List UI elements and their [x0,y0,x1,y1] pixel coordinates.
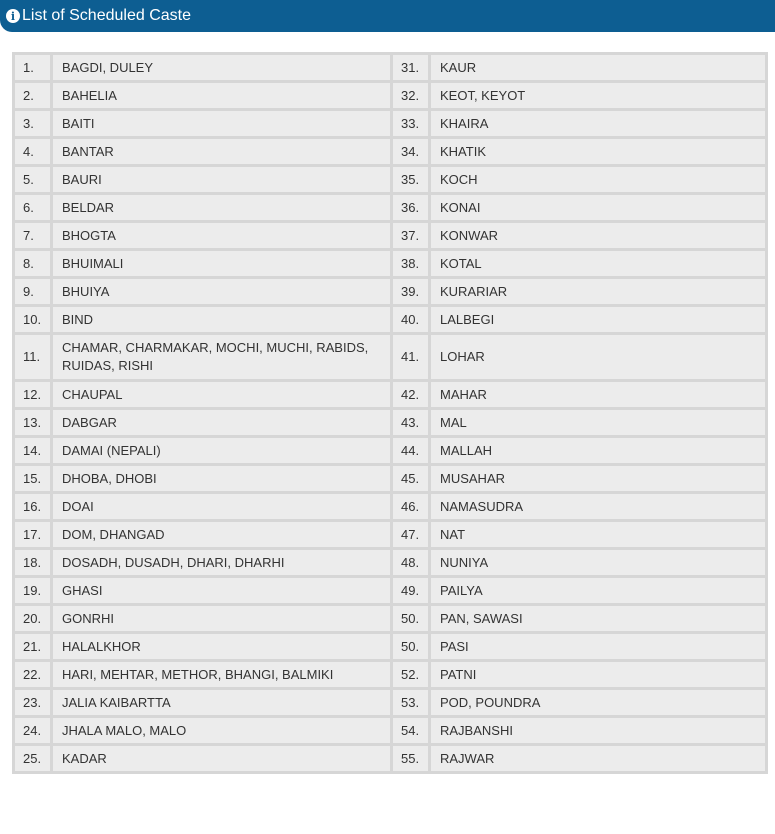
caste-name: MAL [430,409,767,437]
serial-number: 6. [14,194,52,222]
serial-number: 16. [14,493,52,521]
caste-name: KHAIRA [430,110,767,138]
table-row [14,745,767,773]
caste-name: DAMAI (NEPALI) [52,437,392,465]
caste-name: BHOGTA [52,222,392,250]
caste-name: MALLAH [430,437,767,465]
table-row [14,549,767,577]
scheduled-caste-table [12,52,768,774]
table-row [14,166,767,194]
serial-number: 4. [14,138,52,166]
table-row [14,194,767,222]
serial-number: 3. [14,110,52,138]
caste-name: RAJWAR [430,745,767,773]
info-icon: i [6,9,20,23]
serial-number: 39. [392,278,430,306]
caste-name: PATNI [430,661,767,689]
serial-number: 48. [392,549,430,577]
caste-name: KAUR [430,54,767,82]
caste-name: HALALKHOR [52,633,392,661]
serial-number: 5. [14,166,52,194]
serial-number: 37. [392,222,430,250]
table-row [14,278,767,306]
caste-name: NAMASUDRA [430,493,767,521]
serial-number: 9. [14,278,52,306]
serial-number: 40. [392,306,430,334]
table-row [14,381,767,409]
serial-number: 19. [14,577,52,605]
serial-number: 33. [392,110,430,138]
serial-number: 53. [392,689,430,717]
serial-number: 55. [392,745,430,773]
serial-number: 24. [14,717,52,745]
caste-name: NAT [430,521,767,549]
table-row [14,605,767,633]
serial-number: 23. [14,689,52,717]
caste-name: POD, POUNDRA [430,689,767,717]
caste-name: KHATIK [430,138,767,166]
table-row [14,306,767,334]
caste-name: DOM, DHANGAD [52,521,392,549]
table-row [14,633,767,661]
serial-number: 2. [14,82,52,110]
serial-number: 50. [392,633,430,661]
serial-number: 13. [14,409,52,437]
serial-number: 54. [392,717,430,745]
caste-name: BHUIMALI [52,250,392,278]
serial-number: 42. [392,381,430,409]
caste-name: GHASI [52,577,392,605]
table-row [14,409,767,437]
caste-name: BAHELIA [52,82,392,110]
caste-name: GONRHI [52,605,392,633]
serial-number: 18. [14,549,52,577]
serial-number: 43. [392,409,430,437]
caste-name: PAN, SAWASI [430,605,767,633]
caste-name: DHOBA, DHOBI [52,465,392,493]
table-row [14,717,767,745]
caste-name: JALIA KAIBARTTA [52,689,392,717]
panel-header [0,0,775,32]
serial-number: 12. [14,381,52,409]
table-row [14,54,767,82]
table-row [14,82,767,110]
serial-number: 22. [14,661,52,689]
caste-name: RAJBANSHI [430,717,767,745]
serial-number: 10. [14,306,52,334]
caste-name: BAURI [52,166,392,194]
caste-name: HARI, MEHTAR, METHOR, BHANGI, BALMIKI [52,661,392,689]
table-row [14,493,767,521]
caste-name: BELDAR [52,194,392,222]
caste-name: PAILYA [430,577,767,605]
caste-name: BAGDI, DULEY [52,54,392,82]
serial-number: 44. [392,437,430,465]
serial-number: 15. [14,465,52,493]
serial-number: 41. [392,334,430,381]
serial-number: 50. [392,605,430,633]
caste-name: DOAI [52,493,392,521]
caste-name: KONAI [430,194,767,222]
serial-number: 7. [14,222,52,250]
table-row [14,577,767,605]
caste-name: DOSADH, DUSADH, DHARI, DHARHI [52,549,392,577]
table-row [14,110,767,138]
caste-name: DABGAR [52,409,392,437]
caste-name: CHAMAR, CHARMAKAR, MOCHI, MUCHI, RABIDS, RUIDAS, RISHI [52,334,392,381]
serial-number: 46. [392,493,430,521]
caste-name: KADAR [52,745,392,773]
serial-number: 8. [14,250,52,278]
serial-number: 17. [14,521,52,549]
caste-name: LALBEGI [430,306,767,334]
caste-name: BHUIYA [52,278,392,306]
table-row [14,334,767,381]
page-title: List of Scheduled Caste [22,7,191,24]
serial-number: 20. [14,605,52,633]
caste-name: KEOT, KEYOT [430,82,767,110]
table-row [14,222,767,250]
caste-name: KONWAR [430,222,767,250]
serial-number: 36. [392,194,430,222]
serial-number: 45. [392,465,430,493]
caste-name: PASI [430,633,767,661]
serial-number: 14. [14,437,52,465]
table-row [14,250,767,278]
caste-name: LOHAR [430,334,767,381]
caste-name: KURARIAR [430,278,767,306]
serial-number: 21. [14,633,52,661]
table-row [14,521,767,549]
caste-name: KOTAL [430,250,767,278]
serial-number: 47. [392,521,430,549]
caste-name: MUSAHAR [430,465,767,493]
caste-name: JHALA MALO, MALO [52,717,392,745]
caste-name: BAITI [52,110,392,138]
table-row [14,689,767,717]
caste-name: KOCH [430,166,767,194]
caste-name: NUNIYA [430,549,767,577]
caste-name: BIND [52,306,392,334]
serial-number: 35. [392,166,430,194]
serial-number: 11. [14,334,52,381]
caste-name: MAHAR [430,381,767,409]
serial-number: 32. [392,82,430,110]
table-row [14,138,767,166]
caste-name: BANTAR [52,138,392,166]
serial-number: 34. [392,138,430,166]
table-row [14,661,767,689]
serial-number: 1. [14,54,52,82]
caste-name: CHAUPAL [52,381,392,409]
table-row [14,465,767,493]
serial-number: 38. [392,250,430,278]
serial-number: 49. [392,577,430,605]
serial-number: 31. [392,54,430,82]
serial-number: 52. [392,661,430,689]
table-row [14,437,767,465]
serial-number: 25. [14,745,52,773]
